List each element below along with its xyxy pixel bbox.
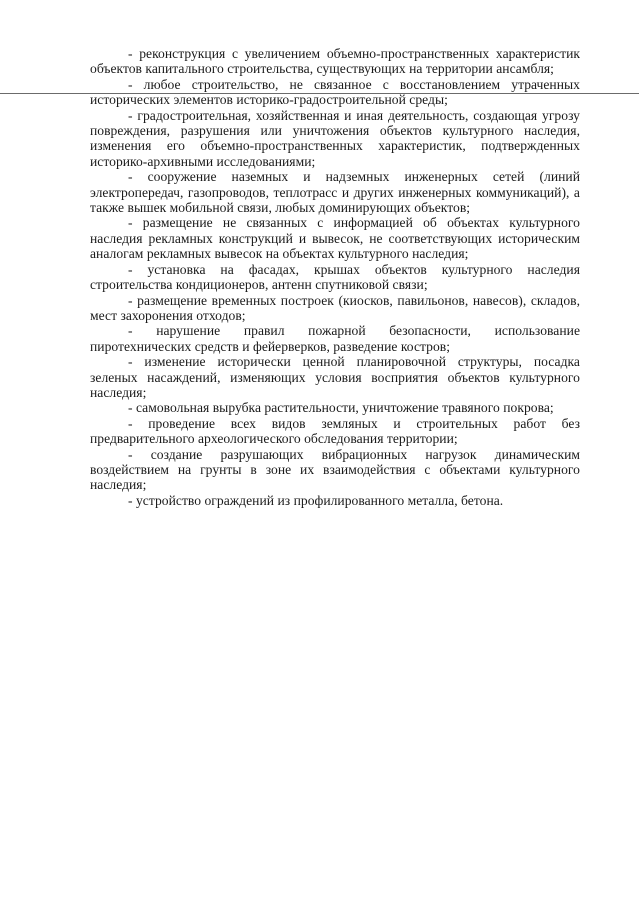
list-item: - установка на фасадах, крышах объектов культурного наследия строительства кондиционеров, антенн спутниковой связи; (90, 261, 580, 293)
list-item: - градостроительная, хозяйственная и иная деятельность, создающая угрозу повреждения, разрушения или уничтожения объектов культурного наследия, изменения его объемно-пространственных характеристик, подтвержденных историко-архивными исследованиями; (90, 107, 580, 169)
list-item: - размещение не связанных с информацией об объектах культурного наследия рекламных конструкций и вывесок, не соответствующих историческим аналогам рекламных вывесок на объектах культурного наследия; (90, 215, 580, 262)
list-item: - нарушение правил пожарной безопасности, использование пиротехнических средств и фейерверков, разведение костров; (90, 323, 580, 354)
list-item: - размещение временных построек (киосков, павильонов, навесов), складов, мест захоронения отходов; (90, 292, 580, 323)
list-item: - создание разрушающих вибрационных нагрузок динамическим воздействием на грунты в зоне их взаимодействия с объектами культурного наследия; (90, 446, 580, 493)
list-item: - любое строительство, не связанное с восстановлением утраченных исторических элементов историко-градостроительной среды; (90, 76, 580, 108)
list-item: - проведение всех видов земляных и строительных работ без предварительного археологического обследования территории; (90, 415, 580, 447)
list-item: - изменение исторически ценной планировочной структуры, посадка зеленых насаждений, изменяющих условия восприятия объектов культурного наследия; (90, 354, 580, 400)
list-item: - устройство ограждений из профилированного металла, бетона. (128, 492, 504, 508)
list-item: - реконструкция с увеличением объемно-пространственных характеристик объектов капитального строительства, существующих на территории ансамбля; (90, 46, 580, 77)
document-body (90, 46, 580, 508)
list-item: - самовольная вырубка растительности, уничтожение травяного покрова; (128, 400, 554, 416)
list-item: - сооружение наземных и надземных инженерных сетей (линий электропередач, газопроводов, теплотрасс и других инженерных коммуникаций), а также вышек мобильной связи, любых доминирующих объектов; (90, 169, 580, 216)
